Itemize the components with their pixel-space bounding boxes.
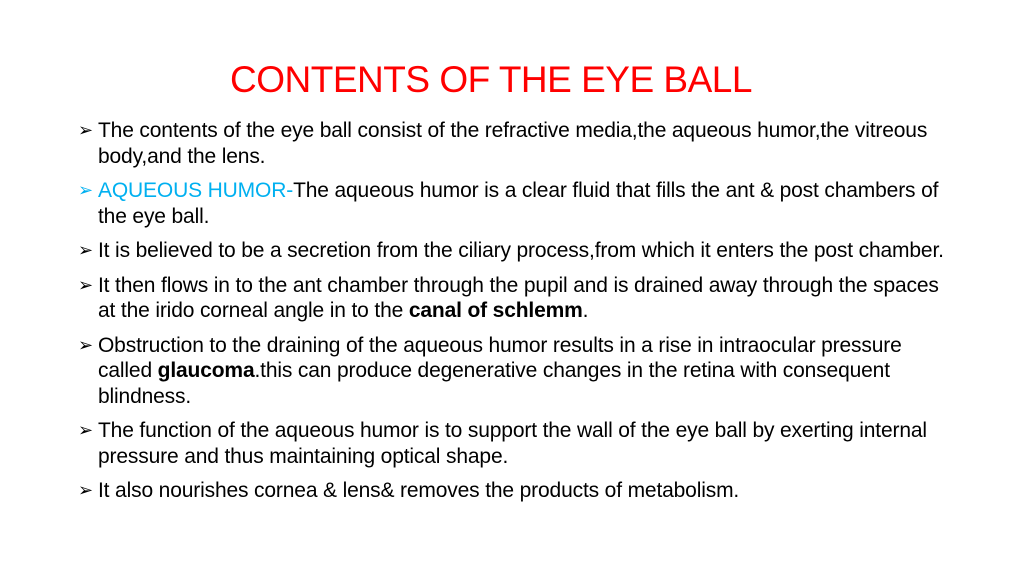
arrow-bullet-icon: ➢: [78, 420, 93, 440]
bullet-highlight-term: AQUEOUS HUMOR-: [98, 179, 294, 202]
arrow-bullet-icon: ➢: [78, 120, 93, 140]
bullet-text-end: .this can produce degenerative changes in the retina with consequent blindness.: [98, 359, 890, 408]
bullet-text: The function of the aqueous humor is to support the wall of the eye ball by exerting internal pressure and thus maintaining optical shape.: [98, 419, 927, 468]
bullet-item-aqueous-humor: [78, 178, 958, 229]
bullet-bold-term: canal of schlemm: [408, 299, 583, 322]
bullet-item-glaucoma: [78, 333, 958, 410]
arrow-bullet-icon: ➢: [78, 274, 93, 295]
bullet-text: It also nourishes cornea & lens& removes the products of metabolism.: [98, 479, 740, 502]
bullet-item-function: [78, 418, 958, 469]
bullet-item-nourishment: [78, 478, 958, 504]
bullet-text: The contents of the eye ball consist of the refractive media,the aqueous humor,the vitreous body,and the lens.: [98, 119, 928, 168]
arrow-bullet-icon: ➢: [78, 180, 93, 200]
bullet-text-end: .: [582, 299, 589, 322]
bullet-item-contents: [78, 118, 958, 169]
arrow-bullet-icon: ➢: [78, 240, 93, 260]
arrow-bullet-icon: ➢: [78, 334, 93, 355]
slide-title: CONTENTS OF THE EYE BALL: [230, 59, 752, 100]
bullet-item-drainage: [78, 273, 958, 324]
bullet-text: It is believed to be a secretion from the ciliary process,from which it enters the post chamber.: [98, 239, 944, 262]
bullet-text: Obstruction to the draining of the aqueous humor results in a rise in intraocular pressure called: [98, 333, 902, 382]
bullet-item-secretion: [78, 238, 958, 264]
arrow-bullet-icon: ➢: [78, 480, 93, 500]
bullet-list: [78, 118, 958, 513]
bullet-text: It then flows in to the ant chamber through the pupil and is drained away through the spaces at the irido corneal angle in to the: [98, 273, 939, 322]
bullet-bold-term: glaucoma: [157, 359, 255, 382]
bullet-text: The aqueous humor is a clear fluid that fills the ant & post chambers of the eye ball.: [98, 179, 939, 228]
